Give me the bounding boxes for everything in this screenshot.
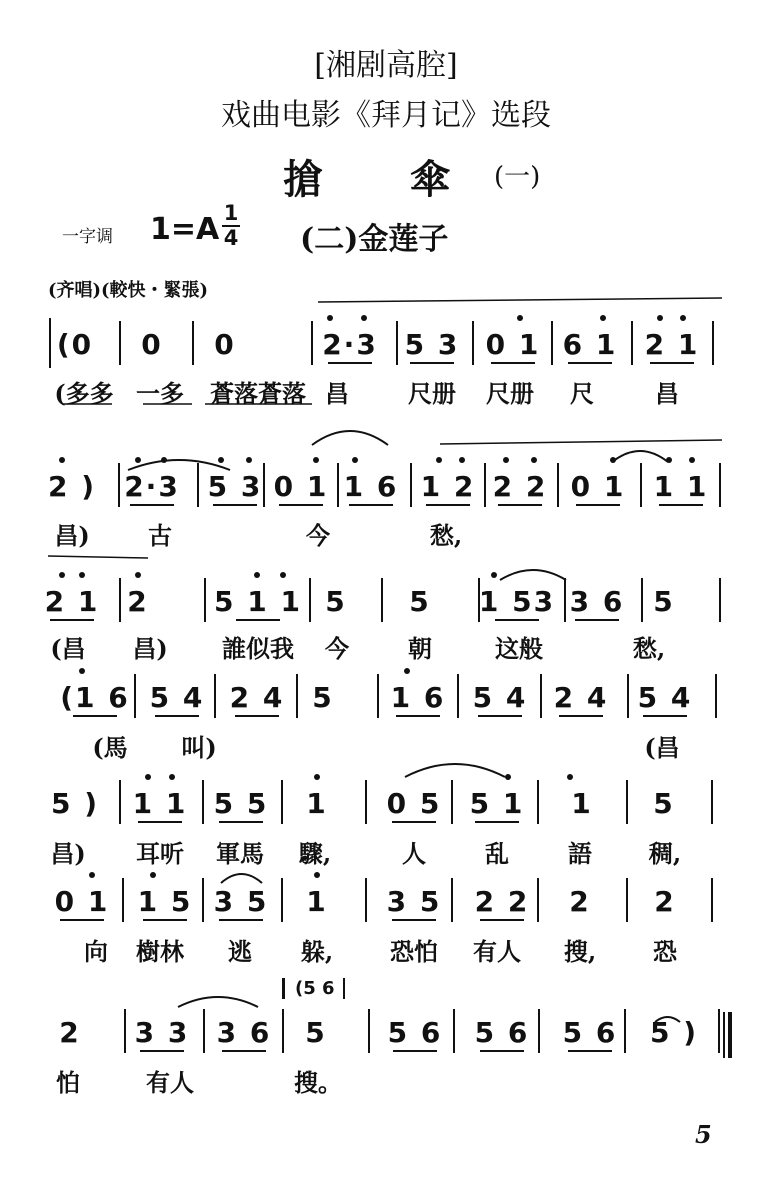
lyric-syllable: 今 — [325, 634, 349, 663]
fermata-arc — [655, 1017, 680, 1022]
note-group: 5 ) — [50, 787, 100, 820]
note-group: 3 3 — [134, 1016, 190, 1049]
note-group: 5 4 — [472, 681, 528, 714]
note-group: 1 6 — [390, 681, 446, 714]
lyric-syllable: 誰似我 — [222, 634, 294, 663]
note-group: 2 4 — [229, 681, 285, 714]
note-group: 5 6 — [387, 1016, 443, 1049]
lyric-syllable: 朝 — [408, 634, 432, 663]
note-group: 2 — [654, 885, 676, 918]
note-group: 2 — [59, 1016, 81, 1049]
lyric-syllable: 驟, — [298, 839, 332, 868]
note-group: 5 5 — [213, 787, 269, 820]
lyric-syllable: 昌 — [325, 379, 349, 408]
lyric-syllable: 耳听 — [136, 839, 184, 868]
note-group: 5 — [305, 1016, 327, 1049]
lyric-syllable: 樹林 — [136, 937, 184, 966]
note-group: 1 1 — [653, 470, 709, 503]
note-group: 2 1 — [44, 585, 100, 618]
lyric-syllable: 这般 — [495, 634, 543, 663]
piece-title-char-2: 傘 — [410, 156, 450, 203]
tune-name: (二)金莲子 — [300, 222, 449, 257]
note-group: 3 6 — [569, 585, 625, 618]
lyric-syllable: 蒼落蒼落 — [210, 379, 306, 408]
lyric-syllable: 尺 — [570, 379, 594, 408]
piece-title-suffix: (一) — [494, 162, 541, 192]
lyric-syllable: 軍馬 — [216, 839, 264, 868]
note-group: 2 — [569, 885, 591, 918]
note-group: 3 6 — [216, 1016, 272, 1049]
note-group: 2 2 — [474, 885, 530, 918]
note-group: 5 6 — [562, 1016, 618, 1049]
lyric-syllable: 語 — [568, 839, 592, 868]
note-group: 5 — [653, 585, 675, 618]
note-group: 2 — [127, 585, 149, 618]
lyric-syllable: 人 — [402, 839, 426, 868]
lyric-syllable: 古 — [148, 521, 172, 550]
lyric-syllable: 昌) — [50, 839, 86, 868]
note-group: 0 1 — [570, 470, 626, 503]
note-group: 0 1 — [273, 470, 329, 503]
lyric-syllable: 愁, — [429, 521, 463, 550]
note-group: 1 2 — [420, 470, 476, 503]
lyric-syllable: 尺册 — [486, 379, 534, 408]
note-group: 5 4 — [637, 681, 693, 714]
note-group: 0 — [141, 328, 163, 361]
note-group: 2 2 — [492, 470, 548, 503]
lyric-syllable: 叫) — [181, 733, 217, 762]
note-group: (0 — [56, 328, 94, 361]
phrase-slur — [318, 298, 722, 302]
note-group: 0 1 — [54, 885, 110, 918]
lyric-syllable: 今 — [306, 521, 330, 550]
note-group: 2 4 — [553, 681, 609, 714]
repeat-start-box: (5 6 — [282, 978, 345, 999]
note-group: 0 — [214, 328, 236, 361]
tie-arc — [405, 764, 505, 777]
note-group: 5 4 — [149, 681, 205, 714]
key-signature: 1=A — [150, 212, 220, 247]
piece-title-char-1: 搶 — [283, 156, 323, 203]
lyric-syllable: 愁, — [632, 634, 666, 663]
note-group: 5 6 — [474, 1016, 530, 1049]
lyric-syllable: (昌 — [50, 634, 86, 663]
lyric-syllable: 昌) — [54, 521, 90, 550]
note-group: 5 3 — [207, 470, 263, 503]
note-group: 0 5 — [386, 787, 442, 820]
lyric-syllable: 昌 — [655, 379, 679, 408]
note-group: 1 53 — [478, 585, 556, 618]
note-group: 1 — [571, 787, 593, 820]
note-group: (1 6 — [60, 681, 130, 714]
note-group: 5 ) — [649, 1016, 699, 1049]
lyric-syllable: 恐 — [653, 937, 677, 966]
lyric-syllable: 恐怕 — [390, 937, 438, 966]
note-group: 0 1 — [485, 328, 541, 361]
note-group: 5 1 1 — [214, 585, 302, 618]
note-group: 5 — [312, 681, 334, 714]
tie-arc — [312, 431, 388, 445]
tie-arc — [612, 451, 668, 462]
lyric-syllable: (多多 — [54, 379, 114, 408]
lyric-syllable: (馬 — [92, 733, 128, 762]
meter-bottom: 4 — [223, 226, 239, 250]
note-group: 1 5 — [137, 885, 193, 918]
phrase-slur — [440, 440, 722, 444]
note-group: 1 — [306, 787, 328, 820]
lyric-syllable: 稠, — [648, 839, 682, 868]
lyric-syllable: (昌 — [644, 733, 680, 762]
phrase-slur — [48, 556, 148, 558]
page-number: 5 — [695, 1120, 712, 1149]
lyric-syllable: 逃 — [228, 937, 252, 966]
lyric-syllable: 怕 — [56, 1068, 80, 1097]
note-group: 3 5 — [386, 885, 442, 918]
lyric-syllable: 有人 — [473, 937, 521, 966]
lyric-syllable: 搜。 — [294, 1068, 342, 1097]
tie-arc — [221, 874, 262, 883]
note-group: 6 1 — [562, 328, 618, 361]
note-group: 2·3 — [124, 470, 180, 503]
tie-arc — [178, 997, 258, 1007]
note-group: 5 1 — [469, 787, 525, 820]
note-group: 5 — [325, 585, 347, 618]
mode-label: 一字调 — [62, 227, 113, 247]
note-group: 2 ) — [47, 470, 97, 503]
note-group: 1 1 — [132, 787, 188, 820]
source-title: 戏曲电影《拜月记》选段 — [221, 98, 551, 133]
lyric-syllable: 尺册 — [408, 379, 456, 408]
performance-note: (齐唱)(較快・緊張) — [48, 280, 209, 301]
lyric-syllable: 躲, — [300, 937, 334, 966]
lyric-syllable: 向 — [84, 937, 108, 966]
meter-top: 1 — [223, 201, 239, 225]
lyric-syllable: 昌) — [132, 634, 168, 663]
note-group: 5 3 — [404, 328, 460, 361]
genre-label: [湘剧高腔] — [314, 48, 458, 83]
note-group: 1 6 — [343, 470, 399, 503]
lyric-syllable: 搜, — [563, 937, 597, 966]
note-group: 5 — [409, 585, 431, 618]
tie-arc — [500, 570, 566, 580]
note-group: 5 — [653, 787, 675, 820]
note-group: 2·3 — [322, 328, 378, 361]
lyric-syllable: 乱 — [485, 839, 509, 868]
note-group: 1 — [306, 885, 328, 918]
lyric-syllable: 有人 — [146, 1068, 194, 1097]
lyric-syllable: 一多 — [136, 379, 184, 408]
note-group: 2 1 — [644, 328, 700, 361]
note-group: 3 5 — [213, 885, 269, 918]
tie-arc — [128, 460, 230, 470]
